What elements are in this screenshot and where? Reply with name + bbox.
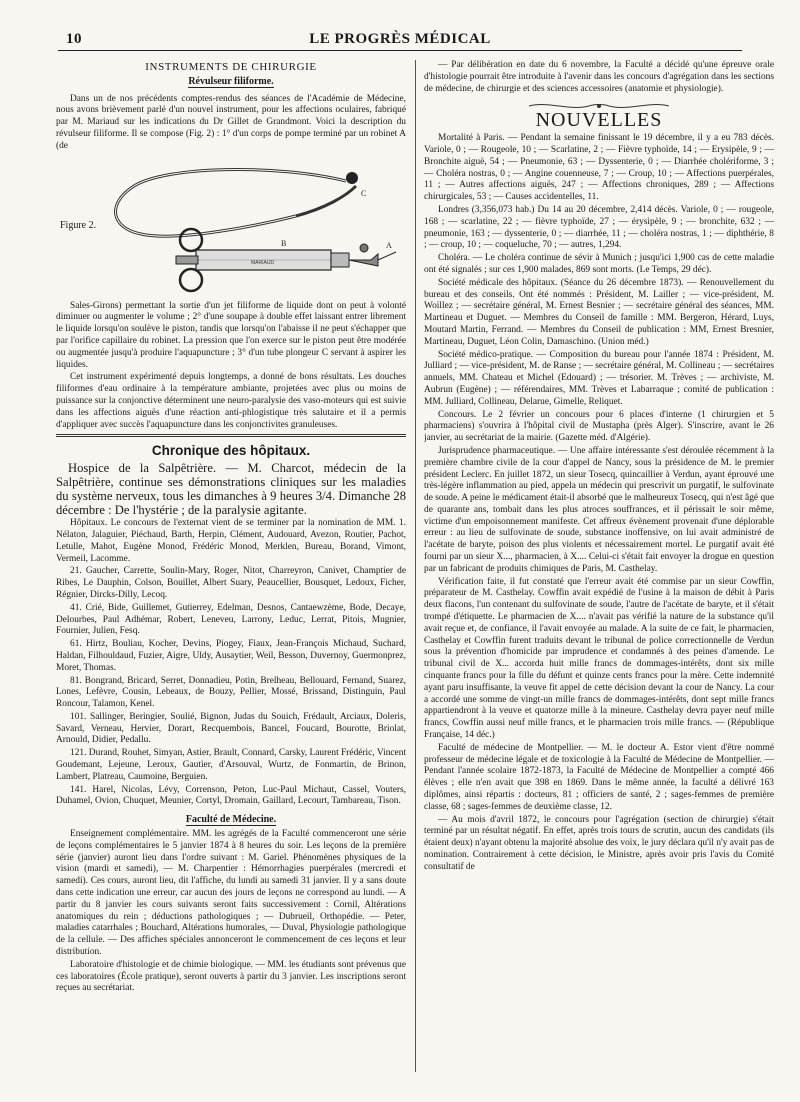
externat-list-41: 41. Crié, Bide, Guillemet, Gutierrey, Edelman, Desnos, Cantaewzème, Bode, Decaye, Delourbes, Paul Adhémar, Robert, Leneveu, Larrony, Leduc, Lerrat, Pitois, Mugnier, Fournier, Julien, Fesq. xyxy=(56,602,406,637)
article-title-revulseur: Révulseur filiforme. xyxy=(188,75,274,87)
externat-list-61: 61. Hirtz, Bouliau, Kocher, Devins, Piogey, Fiaux, Jean-François Michaud, Suchard, Haldan, Filhouldaud, Fuzier, Aigre, Uldy, Ausaytier, Weil, Besson, Duvernoy, Guermonprez, Moret, Thomas. xyxy=(56,639,406,673)
revulseur-paragraph-2: Sales-Girons) permettant la sortie d'un jet filiforme de liquide dont on peut à volonté diminuer ou augmenter le volume ; 2° d'une soupape à double effet laissant entrer librement le liquide lorsqu'on soulève le piston, tandis que lorsqu'on l'abaisse il ne peut s'échapper que par l'orifice capillaire du robinet. La pression que l'on exerce sur le piston peut être modérée ou augmentée jusqu'à produire l'aquapuncture ; 3° d'un tube plongeur C servant à aspirer les liquides. xyxy=(56,300,406,370)
externat-list-101: 101. Sallinger, Beringier, Soulié, Bignon, Judas du Souich, Frédault, Arciaux, Doleris, Savard, Verneau, Hervier, Dorart, Recquembois, Bancel, Foucard, Bourotte, Briolat, Arnould, Didier, Pedallu. xyxy=(56,711,406,746)
faculte-montpellier: Faculté de médecine de Montpellier. — M. le docteur A. Estor vient d'être nommé professeur de médecine légale et de toxicologie à la Faculté de Médecine de Montpellier. — Pendant l'année scolaire 1872-1873, la Faculté de Médecine de Montpellier a compté 466 élèves ; elle n'en avait que 398 en 1869. Dans le même année, la faculté a délivré 163 diplômes, ainsi répartis : docteurs, 81 ; officiers de santé, 2 ; sages-femmes de première classe, 68 ; sages-femmes de deuxième classe, 12. xyxy=(424,742,774,812)
externat-list-81: 81. Bongrand, Bricard, Serret, Donnadieu, Potin, Brelheau, Bellouard, Fernand, Suarez, Lones, Lefèvre, Cousin, Lebeaux, de Bouzy, Pellier, Mossé, Brissand, Distinguin, Paul Roncour, Talamon, Kenel. xyxy=(56,675,406,710)
svg-text:C: C xyxy=(361,188,367,198)
revulseur-illustration xyxy=(56,156,406,298)
externat-list-21: 21. Gaucher, Carrette, Soulin-Mary, Roger, Nitot, Charreyron, Canivet, Champtier de Ribes, Le Dauphin, Colson, Bouillet, Albert Suary, Peaucellier, Bousquet, Ledoux, Ficher, Régnier, Dircks-Dilly, Lecoq. xyxy=(56,566,406,600)
jurisprudence-verification: Vérification faite, il fut constaté que l'erreur avait été commise par un sieur Cowffin, préparateur de M. Casthelay. Cowffin avait expédié de l'usine à la maison de débit à Paris deux flacons, l'un contenant du sulfovinate de soude, l'autre de l'acétate de baryte, et il s'était trompé d'étiquette. Le pharmacien de X.... n'avait pas vérifié la nature de la substance qu'il avait reçue et, de confiance, il l'avait envoyée au malade. A la suite de ce fait, le pharmacien, Casthelay et Cowffin furent traduits devant le tribunal de police correctionnelle de Verdun sous la prévention d'homicide par imprudence et condamnés à des peines d'amende. Le tribunal civil de X... accorda huit mille francs de dommages-intérêts, dont six mille cinquante francs pour la fille du défunt et quinze cents francs pour la mère. Cette indemnité ayant paru insuffisante, la veuve fit appel de cette décision devant la cour de Nancy. La cour a accordé une somme de vingt-un mille francs de dommages-intérêts, dont sept mille francs appartiendront à la veuve et quatorze mille à la mineure. Casthelay devra payer neuf mille francs, Cowffin aussi neuf mille francs, et le pharmacien trois mille francs. — (République Française, 14 déc.) xyxy=(424,576,774,741)
section-title-nouvelles: NOUVELLES xyxy=(535,109,663,132)
agregation-chirurgie: — Au mois d'avril 1872, le concours pour l'agrégation (section de chirurgie) s'était terminé par un résultat négatif. En effet, après trois tours de scrutin, aucun des candidats (ils étaient deux) n'ayant obtenu la majorité absolue des voix, le jury déclara qu'il n'y avait pas de nomination. Contrairement à cette décision, le Ministre, après avoir pris l'avis du Comité consultatif de xyxy=(424,814,774,872)
mortalite-londres: Londres (3,356,073 hab.) Du 14 au 20 décembre, 2,414 décès. Variole, 0 ; — rougeole, 168 ; — scarlatine, 22 ; — fièvre typhoïde, 27 ; — érysipèle, 9 ; — bronchite, 632 ; — pneumonie, 163 ; — dyssenterie, 0 ; — diarrhée, 11 ; — choléra nostras, 1 ; — diphthérie, 8 ; — croup, 10 ; — coqueluche, 70 ; — autres, 1,294. xyxy=(424,204,774,251)
figure-2-revulseur xyxy=(56,156,406,298)
svg-text:A: A xyxy=(386,240,392,250)
mortalite-paris: Mortalité à Paris. — Pendant la semaine finissant le 19 décembre, il y a eu 783 décès. Variole, 0 ; — Rougeole, 10 ; — Scarlatine, 2 ; — Fièvre typhoïde, 14 ; — Erysipèle, 9 ; — Bronchite aiguë, 54 ; — Pneumonie, 63 ; — Dyssenterie, 0 ; — Diarrhée cholériforme, 3 ; — Choléra nostras, 0 ; — Angine couenneuse, 7 ; — Croup, 10 ; — Affections puerpérales, 11 ; — Autres affections aiguës, 247 ; — Affections chroniques, 289 ; — Affections chirurgicales, 53 ; — Causes accidentelles, 11. xyxy=(424,133,774,203)
laboratoire-histologie: Laboratoire d'histologie et de chimie biologique. — MM. les étudiants sont prévenus que ces laboratoires (École pratique), seront ouverts à partir du 3 janvier. Les inscriptions seront reçues au secrétariat. xyxy=(56,959,406,994)
revulseur-paragraph-1: Dans un de nos précédents comptes-rendus des séances de l'Académie de Médecine, nous avons brièvement parlé d'un nouvel instrument, pour les affections oculaires, fabriqué par M. Mariaud sur les indications du Dr Gillet de Grandmont. Voici la description du révulseur filiforme. Il se compose (Fig. 2) : 1° d'un corps de pompe terminé par un robinet A (de xyxy=(56,93,406,151)
left-column xyxy=(56,60,406,1086)
externat-list-121: 121. Durand, Rouhet, Simyan, Astier, Brault, Connard, Carsky, Laurent Frédéric, Vincent Goudemant, Lejeune, Leroux, Gautier, d'Arsouval, Wurtz, de Fonmartin, de Brinon, Lambert, Platreau, Caumoine, Berguien. xyxy=(56,748,406,782)
svg-text:MARIAUD: MARIAUD xyxy=(251,259,275,266)
svg-text:B: B xyxy=(281,238,287,248)
section-title-instruments: INSTRUMENTS DE CHIRURGIE xyxy=(145,61,317,73)
section-title-faculte: Faculté de Médecine. xyxy=(185,814,277,826)
hopitaux-externat: Hôpitaux. Le concours de l'externat vient de se terminer par la nomination de MM. 1. Nélaton, Jalaguier, Piéchaud, Barth, Herpin, Clément, Audouard, Avezon, Routier, Pachot, Letulle, Mahot, Eugène Monod, Frédéric Monod, Merklen, Bureau, Borand, Vimont, Vermeil, Lacomme. xyxy=(56,518,406,564)
journal-title: LE PROGRÈS MÉDICAL xyxy=(309,31,491,47)
societe-medicale-hopitaux: Société médicale des hôpitaux. (Séance du 26 décembre 1873). — Renouvellement du bureau et des conseils. Ont été nommés : Président, M. Lailler ; — vice-président, M. Woillez ; — secrétaire général, M. Ernest Besnier ; — secrétaire général des séances, MM. Martineau et Duguet. — Membres du Conseil de famille : MM. Bergeron, Hérard, Luys, Moutard Martin, Ferrand. — Membres du Conseil de publication : MM, Ernest Bresnier, Martineau, Duguet, Léon Colin, Damaschino. (Union méd.) xyxy=(424,277,774,347)
running-header xyxy=(58,30,742,51)
section-title-chronique: Chronique des hôpitaux. xyxy=(151,443,311,459)
section-rule xyxy=(56,434,406,437)
agregation-histologie: — Par délibération en date du 6 novembre, la Faculté a décidé qu'une épreuve orale d'histologie pourrait être introduite à l'avenir dans les concours d'agrégation dans les sections de médecine, de chirurgie et des sciences accessoires (anatomie et physiologie). xyxy=(424,60,774,94)
column-divider xyxy=(415,60,416,1072)
page-number: 10 xyxy=(66,31,82,47)
jurisprudence-pharmaceutique: Jurisprudence pharmaceutique. — Une affaire intéressante s'est déroulée récemment à la première chambre civile de la cour d'appel de Nancy, sous la présidence de M. le premier président Leclerc. En juillet 1872, un sieur Tosecq, quincaillier à Verdun, ayant éprouvé une très-légère inflammation au pied, appela un médecin qui prescrivit un purgatif, le sulfovinate de soude. A peine le médicament était-il absorbé que le malheureux Tosecq, qui n'est âgé que de quarante ans, tombait dans les plus atroces souffrances, et il périssait le soir même, victime d'un empoisonnement manifeste. Cet affreux évènement provenait d'une déplorable erreur : au lieu de sulfovinate de soude, substance inoffensive, on lui avait administré de l'acétate de baryte, poison des plus violents et nécessairement mortel. Le purgatif avait été fourni par un sieur X..., pharmacien, à X.... Celui-ci s'était fait envoyer la drogue en question par un fabricant de produits chimiques de Paris, M. Casthelay. xyxy=(424,445,774,574)
revulseur-paragraph-3: Cet instrument expérimenté depuis longtemps, a donné de bons résultats. Les douches filiformes d'eau ordinaire à la température ambiante, projetées avec plus ou moins de puissance sur la conjonctive déterminent une neuro-paralysie des vaso-moteurs qui est suivie dans les affections aiguës d'une réaction anti-phlogistique très salutaire et il a permis d'appliquer avec succès l'aquapuncture dans les conjonctivites granuleuses. xyxy=(56,372,406,430)
externat-list-141: 141. Harel, Nicolas, Lévy, Correnson, Peton, Luc-Paul Michaut, Cassel, Vouters, Duhamel, Ovion, Chuquet, Meunier, Cortyl, Dromain, Gaillard, Lecourt, Tambareau, Tison. xyxy=(56,784,406,807)
enseignement-complementaire: Enseignement complémentaire. MM. les agrégés de la Faculté commenceront une série de leçons complémentaires le 5 janvier 1874 à 8 heures du soir. Les leçons de la première série (janvier) auront lieu dans l'ordre suivant : M. Gariel. Phénomènes physiques de la vision (mardi et samedi), — M. Charpentier : Hémorrhagies puerpérales (mercredi et samedi). Ces cours, auront lieu, dit l'affiche, du lundi au samedi 31 janvier. Il y a sans doute dans cette indication une erreur, car aucun des jours de leçons ne correspond au lundi. — A partir du 8 janvier les cours suivants seront faits successivement : Cornil, Altérations anatomiques du rein ; déductions pathologiques ; — Dubrueil, Orthopédie. — Peter, maladies catarrhales ; Bouchard, Altérations humorales, — Duval, Physiologie pathologique de la cellule. — Des affiches spéciales annonceront le commencement de ces leçons et leur distribution. xyxy=(56,829,406,958)
chronique-salpetriere: Hospice de la Salpêtrière. — M. Charcot, médecin de la Salpêtrière, continue ses démonstrations cliniques sur les maladies du système nerveux, tous les dimanches à 9 heures 3/4. Dimanche 28 décembre : De l'hystérie ; de la paralysie agitante. xyxy=(56,461,406,518)
right-column xyxy=(424,60,774,1086)
concours-alger: Concours. Le 2 février un concours pour 6 places d'interne (1 chirurgien et 5 pharmaciens) s'ouvrira à l'hôpital civil de Mustapha (près Alger). S'inscrire, avant le 26 janvier, au secrétariat de la mairie. (Gazette méd. d'Algérie). xyxy=(424,409,774,444)
figure-caption: Figure 2. xyxy=(60,219,97,231)
societe-medico-pratique: Société médico-pratique. — Composition du bureau pour l'année 1874 : Président, M. Julliard ; — vice-président, M. de Ranse ; — secrétaire général, M. Collineau ; — secrétaires annuels, MM. Chateau et Michel (Edouard) ; — trésorier. M. Trèves ; — archiviste, M. Aubrun (Eugène) ; — référendaires, MM. Trèves et Labarraque ; comité de publication : MM. Julliard, Collineau, Delarue, Gimelle, Reliquet. xyxy=(424,349,774,407)
cholera-munich: Choléra. — Le choléra continue de sévir à Munich ; jusqu'ici 1,900 cas de cette maladie ont été signalés ; sur ces 1,900 malades, 869 sont morts. (Le Temps, 29 déc). xyxy=(424,253,774,275)
